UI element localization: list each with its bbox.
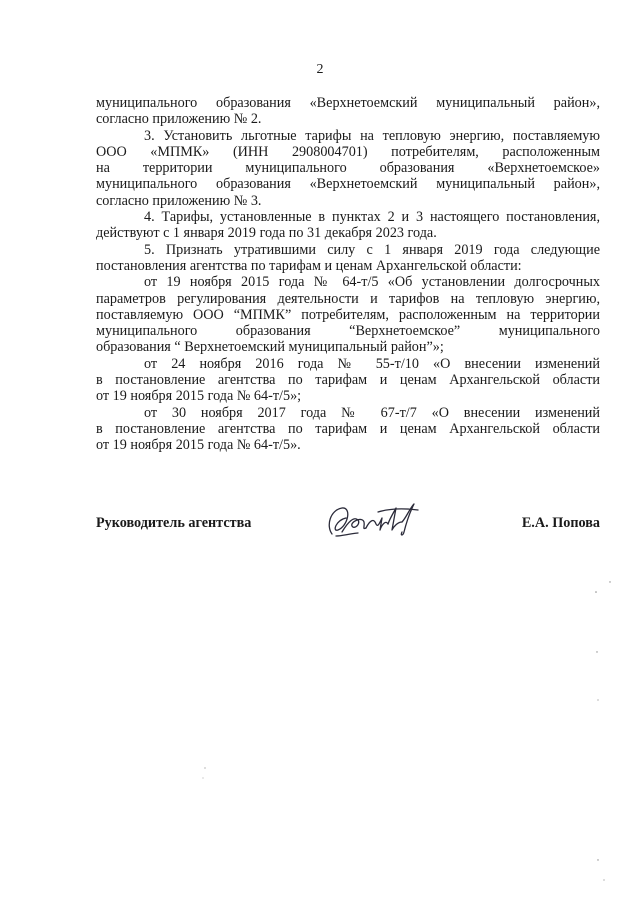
paragraph-line: от 19 ноября 2015 года № 64-т/5»; (96, 388, 302, 405)
paragraph-line: ООО «МПМК» (ИНН 2908004701) потребителям, расположенным (96, 143, 600, 160)
paragraph-line: 3. Установить льготные тарифы на тепловую энергию, поставляемую (144, 127, 600, 144)
paragraph-line: согласно приложению № 3. (96, 192, 262, 209)
paragraph-line: в постановление агентства по тарифам и ценам Архангельской области (96, 372, 600, 389)
signatory-title: Руководитель агентства (96, 515, 252, 531)
paragraph-line: поставляемую ООО “МПМК” потребителям, расположенным на территории (96, 306, 600, 323)
paragraph-line: действуют с 1 января 2019 года по 31 декабря 2023 года. (96, 225, 437, 242)
paragraph-line: согласно приложению № 2. (96, 111, 262, 128)
document-body (96, 95, 600, 454)
paragraph-line: в постановление агентства по тарифам и ценам Архангельской области (96, 420, 600, 437)
paragraph-line: образования “ Верхнетоемский муниципальный район”»; (96, 339, 444, 356)
paragraph-line: от 19 ноября 2015 года № 64-т/5 «Об установлении долгосрочных (144, 274, 600, 291)
paragraph-line: муниципального образования «Верхнетоемский муниципальный район», (96, 176, 600, 193)
paragraph-line: 5. Признать утратившими силу с 1 января 2019 года следующие (144, 241, 600, 258)
paragraph-line: от 19 ноября 2015 года № 64-т/5». (96, 437, 301, 454)
page-number: 2 (316, 62, 324, 77)
paragraph-line: от 30 ноября 2017 года № 67-т/7 «О внесении изменений (144, 404, 600, 421)
paragraph-line: постановления агентства по тарифам и ценам Архангельской области: (96, 257, 522, 274)
paragraph-line: 4. Тарифы, установленные в пунктах 2 и 3 настоящего постановления, (144, 209, 600, 226)
paragraph-line: от 24 ноября 2016 года № 55-т/10 «О внесении изменений (144, 355, 600, 372)
paragraph-line: муниципального образования “Верхнетоемское” муниципального (96, 323, 600, 340)
paragraph-line: на территории муниципального образования «Верхнетоемское» (96, 160, 600, 177)
signature-block (96, 515, 600, 545)
signatory-name: Е.А. Попова (521, 515, 600, 531)
paragraph-line: параметров регулирования деятельности и тарифов на тепловую энергию, (96, 290, 600, 307)
paragraph-line: муниципального образования «Верхнетоемский муниципальный район», (96, 95, 600, 111)
